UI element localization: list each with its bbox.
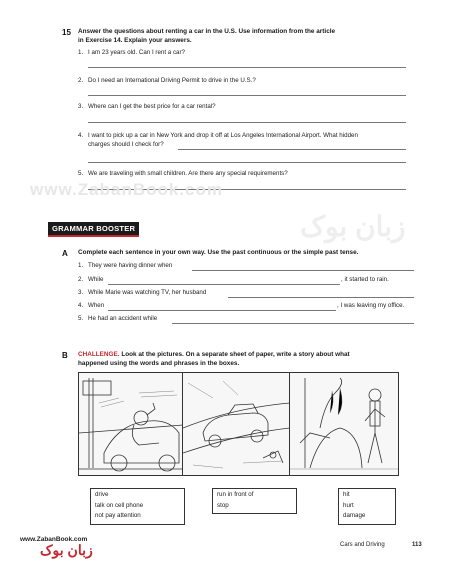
exercise-letter: B [62,351,68,360]
question-4-continued: charges should I check for? [88,141,164,148]
watermark-logo: زبان بوک [300,211,406,242]
answer-line[interactable] [178,149,406,150]
picture-driver-on-phone [78,372,184,476]
answer-line[interactable] [88,122,406,123]
question-2: 2. Do I need an International Driving Permit to drive in the U.S.? [78,77,256,84]
sentence-3: 3. While Marie was watching TV, her husband [78,289,207,296]
sketch-illustration [183,373,290,475]
sentence-2-end: , it started to rain. [341,276,389,283]
sentence-4-end: , I was leaving my office. [337,302,405,309]
sentence-2: 2. While [78,276,104,283]
sketch-illustration [290,373,398,475]
picture-car-stops [182,372,291,476]
sentence-5: 5. He had an accident while [78,315,158,322]
answer-line[interactable] [88,67,406,68]
question-5: 5. We are traveling with small children. Are there any special requirements? [78,170,288,177]
exercise-number: 15 [62,28,71,37]
footer-section: Cars and Driving [340,542,385,548]
answer-line[interactable] [108,284,340,285]
exercise-instructions: Answer the questions about renting a car in the U.S. Use information from the article in Exercise 14. Explain your answers. [78,28,336,44]
answer-line[interactable] [108,310,336,311]
answer-line[interactable] [192,270,414,271]
picture-car-crash [289,372,399,476]
watermark-url: www.ZabanBook.com [30,180,224,199]
exercise-letter: A [62,249,68,258]
word-box-1: drive talk on cell phone not pay attention [90,488,185,525]
answer-line[interactable] [228,297,414,298]
sentence-1: 1. They were having dinner when [78,262,173,269]
question-1: 1. I am 23 years old. Can I rent a car? [78,49,185,56]
answer-line[interactable] [88,162,406,163]
question-3: 3. Where can I get the best price for a car rental? [78,103,216,110]
word-box-2: run in front of stop [212,488,297,514]
answer-line[interactable] [88,95,406,96]
word-box-3: hit hurt damage [338,488,396,525]
exercise-instructions: Complete each sentence in your own way. Use the past continuous or the simple past tense. [78,249,359,256]
exercise-instructions: CHALLENGE. Look at the pictures. On a separate sheet of paper, write a story about what happened using the words and phrases in the boxes. [78,351,350,367]
sketch-illustration [79,373,183,475]
sentence-4: 4. When [78,302,105,309]
grammar-booster-title: GRAMMAR BOOSTER [48,222,139,237]
answer-line[interactable] [172,323,414,324]
page-number: 113 [412,542,422,548]
challenge-label: CHALLENGE. [78,351,120,358]
question-4: 4. I want to pick up a car in New York and drop it off at Los Angeles International Airport. What hidden [78,132,358,139]
zabanbook-logo: www.ZabanBook.com زبان بوک [20,536,93,558]
